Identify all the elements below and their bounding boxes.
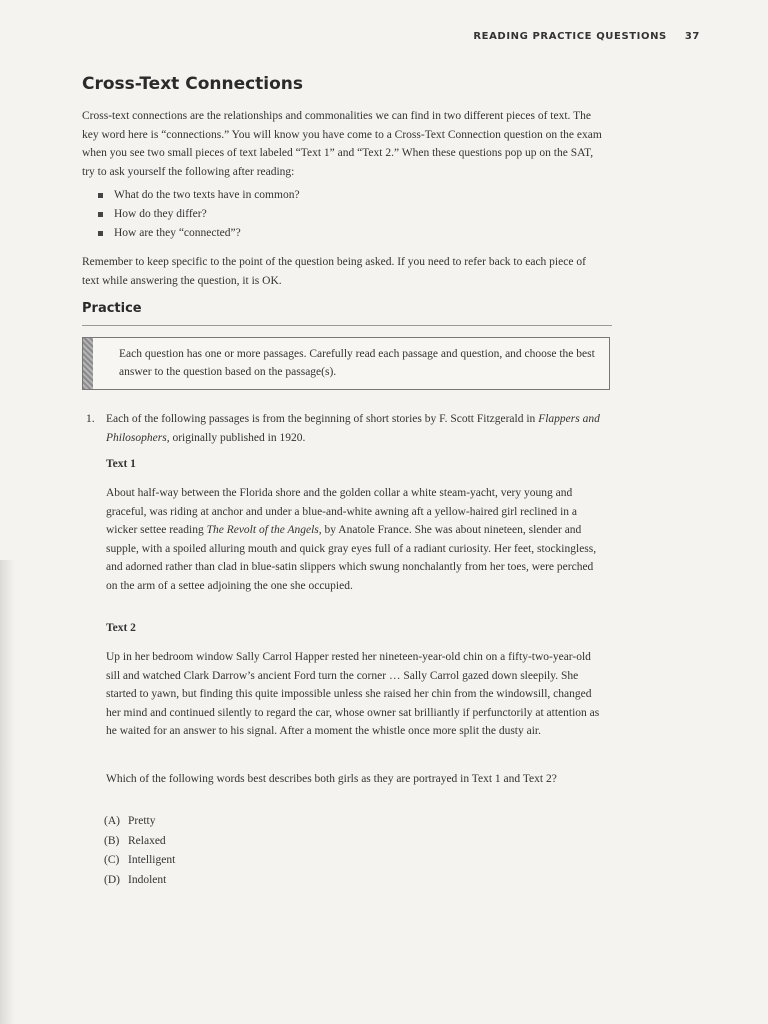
text1-book-title: The Revolt of the Angels,	[206, 524, 322, 536]
question-number: 1.	[86, 413, 95, 425]
bullet-item: What do the two texts have in common?	[97, 186, 300, 205]
text2-label: Text 2	[106, 622, 136, 634]
page-number: 37	[684, 31, 700, 42]
question-prompt: Which of the following words best describes both girls as they are portrayed in Text 1 and Text 2?	[106, 773, 557, 785]
choice-d[interactable]	[104, 871, 175, 891]
running-header	[0, 31, 700, 42]
running-title: READING PRACTICE QUESTIONS	[473, 31, 667, 42]
choice-letter: (A)	[104, 815, 120, 827]
bullet-item: How are they “connected”?	[97, 224, 300, 243]
text1-passage	[106, 484, 602, 595]
choice-text: Indolent	[128, 873, 167, 886]
intro-paragraph: Cross-text connections are the relationships and commonalities we can find in two different pieces of text. The key word here is “connections.” You will know you have come to a Cross-Text Connection question on the exam when you see two small pieces of text labeled “Text 1” and “Text 2.” When these questions pop up on the SAT, try to ask yourself the following after reading:	[82, 110, 602, 178]
choice-c[interactable]	[104, 851, 175, 871]
reminder-paragraph: Remember to keep specific to the point of the question being asked. If you need to refer back to each piece of text while answering the question, it is OK.	[82, 256, 586, 287]
text1-label: Text 1	[106, 458, 136, 470]
text2-passage: Up in her bedroom window Sally Carrol Happer rested her nineteen-year-old chin on a fifty-two-year-old sill and watched Clark Darrow’s ancient Ford turn the corner … Sally Carrol gazed down sleepily. She started to yawn, but finding this quite impossible unless she raised her chin from the windowsill, changed her mind and continued silently to regard the car, whose owner sat brilliantly if perfunctorily at attention as he waited for an answer to his signal. After a moment the whistle once more split the dusty air.	[106, 651, 600, 737]
divider	[82, 325, 612, 326]
text1-body-end: by Anatole France. She was about nineteen, slender and supple, with a spoiled alluring mouth and quick gray eyes full of a radiant curiosity. Her feet, stockingless, and adorned rather than clad in blue-satin slippers which swung nonchalantly from her toes, were perched on the arm of a settee adjoining the one she occupied.	[106, 524, 597, 592]
answer-choices	[104, 812, 175, 890]
choice-text: Relaxed	[128, 834, 166, 847]
practice-heading: Practice	[82, 301, 142, 316]
instruction-box	[82, 337, 610, 390]
page-edge-shadow	[0, 560, 14, 1024]
instruction-text: Each question has one or more passages. Carefully read each passage and question, and choose the best answer to the question based on the passage(s).	[119, 348, 595, 378]
stem-text: Each of the following passages is from the beginning of short stories by F. Scott Fitzgerald in	[106, 413, 539, 425]
bullet-list	[97, 186, 300, 243]
instruction-box-bar	[83, 338, 93, 389]
section-title: Cross-Text Connections	[82, 74, 304, 94]
bullet-item: How do they differ?	[97, 205, 300, 224]
question-stem	[106, 410, 606, 447]
choice-text: Intelligent	[128, 854, 176, 866]
choice-letter: (B)	[104, 834, 120, 847]
choice-letter: (D)	[104, 873, 120, 886]
text1-body: About half-way between the Florida shore and the golden collar a white steam-yacht, very young and graceful, was riding at anchor and under a blue-and-white awning aft a yellow-haired girl reclined in a wicker settee reading	[106, 487, 577, 536]
choice-a[interactable]	[104, 812, 175, 832]
choice-b[interactable]	[104, 832, 175, 852]
choice-letter: (C)	[104, 854, 120, 866]
stem-text-end: originally published in 1920.	[169, 431, 306, 444]
choice-text: Pretty	[128, 815, 156, 827]
book-title: Flappers and Philosophers,	[106, 413, 600, 444]
